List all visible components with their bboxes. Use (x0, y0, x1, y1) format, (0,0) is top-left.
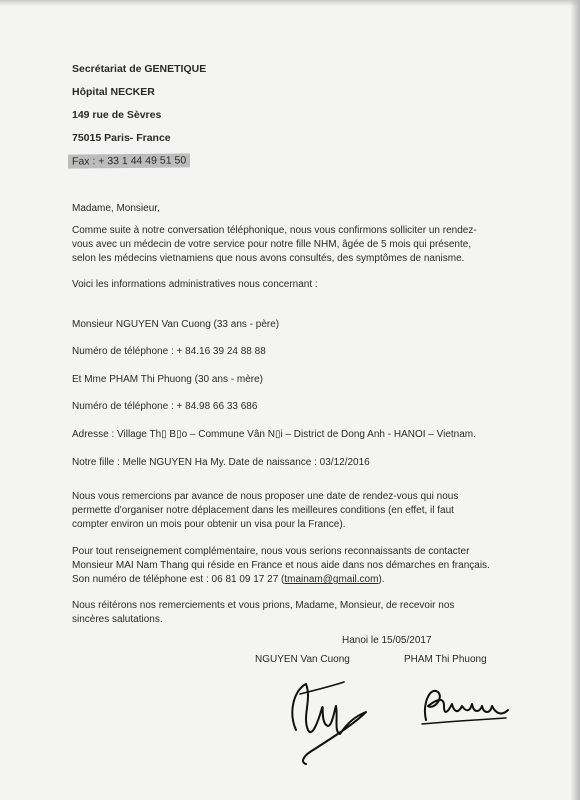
para3-line-2: sincères salutations. (72, 614, 163, 625)
scan-edge-top (0, 0, 580, 6)
signatory-name-1: NGUYEN Van Cuong (255, 654, 350, 665)
address-line: Adresse : Village Th▯ B▯o – Commune Vân N▯i – District de Dong Anh - HANOI – Vietnam. (72, 429, 476, 440)
mother-phone: Numéro de téléphone : + 84.98 66 33 686 (72, 401, 258, 412)
para2-line-3-prefix: Son numéro de téléphone est : 06 81 09 17 27 ( (72, 574, 285, 585)
intro-line-2: vous avec un médecin de votre service pour notre fille NHM, âgée de 5 mois qui présente, (72, 239, 472, 250)
para1-line-1: Nous vous remercions par avance de nous proposer une date de rendez-vous qui nous (72, 491, 459, 502)
para3-line-1: Nous réitérons nos remerciements et vous prions, Madame, Monsieur, de recevoir nos (72, 600, 455, 611)
para2-line-3 (72, 573, 504, 587)
father-phone: Numéro de téléphone : + 84.16 39 24 88 88 (72, 346, 266, 357)
recipient-line-3: 149 rue de Sèvres (72, 109, 162, 121)
paragraph-appointment (72, 490, 504, 532)
signatory-name-2: PHAM Thi Phuong (404, 654, 487, 665)
email-link[interactable]: tmainam@gmail.com (284, 574, 379, 585)
daughter-line: Notre fille : Melle NGUYEN Ha My. Date de naissance : 03/12/2016 (72, 457, 370, 468)
intro-line-3: selon les médecins vietnamiens que nous avons consultés, des symptômes de nanisme. (72, 253, 465, 264)
recipient-address (72, 62, 206, 177)
recipient-fax: Fax : + 33 1 44 49 51 50 (68, 153, 190, 168)
signature-pham-thi-phuong (414, 676, 514, 736)
intro-line-1: Comme suite à notre conversation téléphonique, nous vous confirmons solliciter un rendez- (72, 225, 477, 236)
intro-paragraph (72, 224, 504, 266)
recipient-line-1: Secrétariat de GENETIQUE (72, 63, 207, 75)
mother-line: Et Mme PHAM Thi Phuong (30 ans - mère) (72, 374, 263, 385)
signature-nguyen-van-cuong (282, 672, 392, 772)
paragraph-closing (72, 599, 504, 627)
paragraph-contact (72, 545, 504, 587)
para1-line-3: compter environ un mois pour obtenir un visa pour la France). (72, 519, 346, 530)
scan-edge-right (570, 0, 580, 800)
para2-line-3-suffix: ). (378, 574, 385, 585)
para2-line-1: Pour tout renseignement complémentaire, nous vous serions reconnaissants de contacter (72, 546, 470, 557)
recipient-line-4: 75015 Paris- France (72, 132, 171, 144)
place-date: Hanoi le 15/05/2017 (342, 635, 432, 646)
para2-line-2: Monsieur MAI Nam Thang qui réside en France et nous aide dans nos démarches en français. (72, 560, 490, 571)
para1-line-2: permette d'organiser notre déplacement dans les meilleures conditions (en effet, il faut (72, 505, 454, 516)
recipient-line-2: Hôpital NECKER (72, 86, 155, 98)
salutation: Madame, Monsieur, (72, 203, 160, 214)
father-line: Monsieur NGUYEN Van Cuong (33 ans - père) (72, 319, 280, 330)
info-intro: Voici les informations administratives nous concernant : (72, 279, 318, 290)
